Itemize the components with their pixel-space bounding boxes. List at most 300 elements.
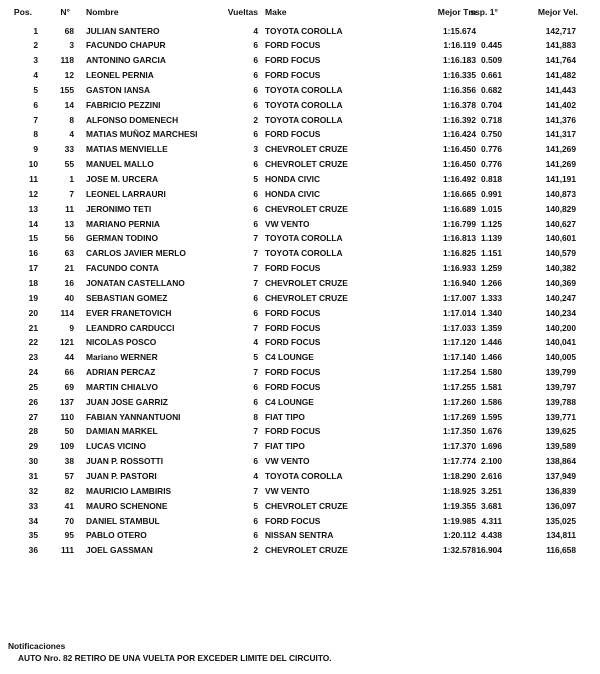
row-make: FORD FOCUS (265, 307, 321, 318)
row-make: VW VENTO (265, 485, 310, 496)
row-make: VW VENTO (265, 218, 310, 229)
table-row (0, 127, 600, 142)
row-best-speed: 140,005 (545, 352, 576, 363)
row-pos: 36 (28, 545, 38, 556)
row-laps: 5 (253, 174, 258, 184)
row-laps: 7 (253, 248, 258, 259)
row-best-speed: 139,797 (545, 381, 576, 392)
row-gap: 0.445 (481, 40, 502, 51)
row-best-speed: 140,382 (545, 263, 576, 274)
row-number: 21 (64, 263, 74, 274)
row-best-speed: 141,402 (545, 99, 576, 110)
row-best-time: 1:20.112 (443, 530, 476, 541)
row-pos: 25 (28, 381, 38, 392)
row-number: 55 (64, 159, 74, 170)
row-number: 8 (69, 114, 74, 125)
row-best-speed: 136,097 (545, 500, 576, 511)
row-number: 11 (65, 203, 74, 214)
row-best-time: 1:19.355 (442, 500, 476, 511)
row-pos: 18 (28, 277, 38, 288)
table-row (0, 113, 600, 128)
row-best-time: 1:18.925 (442, 485, 476, 496)
row-make: CHEVROLET CRUZE (265, 500, 348, 511)
row-number: 14 (64, 99, 74, 110)
row-best-time: 1:16.825 (442, 248, 476, 259)
row-best-time: 1:19.985 (442, 515, 476, 526)
row-name: JOEL GASSMAN (86, 545, 153, 556)
row-make: FORD FOCUS (265, 337, 321, 348)
row-make: TOYOTA COROLLA (265, 233, 343, 244)
row-laps: 6 (253, 218, 258, 229)
row-best-speed: 140,873 (545, 188, 576, 199)
row-best-time: 1:17.014 (442, 307, 476, 318)
notifications-title: Notificaciones (8, 641, 66, 651)
row-make: FORD FOCUS (265, 381, 321, 392)
row-pos: 30 (28, 456, 38, 467)
row-name: MARIANO PERNIA (86, 218, 160, 229)
row-laps: 6 (253, 159, 258, 170)
header-pos: Pos. (13, 7, 32, 17)
row-laps: 2 (253, 545, 258, 556)
row-pos: 24 (28, 367, 38, 378)
row-best-time: 1:16.392 (442, 114, 476, 125)
row-laps: 6 (253, 515, 258, 526)
row-pos: 23 (28, 352, 38, 363)
table-row (0, 217, 600, 232)
row-gap: 0.509 (481, 55, 502, 66)
row-best-time: 1:17.350 (442, 426, 476, 437)
row-gap: 1.125 (481, 218, 502, 229)
table-row (0, 380, 600, 395)
notifications-text: AUTO Nro. 82 RETIRO DE UNA VUELTA POR EXCEDER LIMITE DEL CIRCUITO. (18, 653, 332, 663)
row-laps: 6 (253, 292, 258, 303)
row-number: 40 (64, 292, 74, 303)
table-row (0, 83, 600, 98)
table-row (0, 187, 600, 202)
row-pos: 33 (28, 500, 38, 511)
table-row (0, 514, 600, 529)
row-best-speed: 140,369 (545, 277, 576, 288)
row-best-speed: 141,482 (545, 70, 576, 81)
row-laps: 8 (253, 411, 258, 422)
row-make: FIAT TIPO (265, 441, 305, 452)
row-laps: 6 (253, 203, 258, 214)
row-best-time: 1:17.007 (442, 292, 476, 303)
row-best-time: 1:16.424 (442, 129, 476, 140)
row-laps: 6 (253, 84, 258, 95)
row-pos: 19 (28, 292, 38, 303)
row-name: DAMIAN MARKEL (86, 426, 158, 437)
row-best-time: 1:17.370 (442, 441, 476, 452)
row-name: FACUNDO CHAPUR (86, 40, 166, 51)
row-gap: 0.776 (481, 144, 502, 155)
row-name: SEBASTIAN GOMEZ (86, 292, 168, 303)
row-laps: 6 (253, 129, 258, 140)
row-best-time: 1:15.674 (442, 25, 476, 36)
row-best-speed: 141,376 (545, 114, 576, 125)
row-laps: 5 (253, 352, 258, 363)
row-number: 70 (64, 515, 74, 526)
row-laps: 7 (253, 485, 258, 496)
table-row (0, 261, 600, 276)
row-make: FORD FOCUS (265, 515, 321, 526)
row-gap: 1.580 (481, 367, 502, 378)
row-make: FORD FOCUS (265, 367, 321, 378)
row-best-speed: 140,247 (545, 292, 576, 303)
row-pos: 1 (33, 25, 38, 36)
row-make: FORD FOCUS (265, 426, 321, 437)
row-number: 69 (64, 381, 74, 392)
row-best-speed: 134,811 (546, 530, 576, 541)
row-gap: 4.311 (481, 515, 502, 526)
row-name: LEONEL LARRAURI (86, 188, 166, 199)
row-pos: 17 (28, 263, 38, 274)
row-laps: 6 (253, 70, 258, 81)
row-number: 111 (60, 545, 74, 556)
row-number: 13 (64, 218, 74, 229)
row-best-speed: 136,839 (545, 485, 576, 496)
row-best-time: 1:17.254 (442, 367, 476, 378)
row-pos: 29 (28, 441, 38, 452)
row-name: FACUNDO CONTA (86, 263, 159, 274)
row-best-time: 1:17.260 (442, 396, 476, 407)
table-row (0, 172, 600, 187)
row-name: LEANDRO CARDUCCI (86, 322, 175, 333)
table-row (0, 335, 600, 350)
row-gap: 1.595 (481, 411, 502, 422)
row-number: 44 (64, 352, 74, 363)
row-make: HONDA CIVIC (265, 174, 321, 184)
row-make: CHEVROLET CRUZE (265, 144, 348, 155)
row-best-time: 1:17.774 (442, 456, 476, 467)
row-number: 16 (64, 277, 74, 288)
header-make: Make (265, 7, 287, 17)
row-best-time: 1:16.356 (442, 84, 476, 95)
row-name: MARTIN CHIALVO (86, 381, 158, 392)
row-pos: 9 (33, 144, 38, 155)
row-make: C4 LOUNGE (265, 352, 314, 363)
row-make: TOYOTA COROLLA (265, 471, 343, 481)
row-number: 1 (69, 174, 74, 184)
row-best-speed: 135,025 (545, 515, 576, 526)
table-row (0, 231, 600, 246)
table-row (0, 395, 600, 410)
row-pos: 8 (33, 129, 38, 140)
row-number: 63 (64, 248, 74, 259)
row-best-time: 1:16.450 (442, 144, 476, 155)
row-best-speed: 141,764 (545, 55, 576, 66)
row-name: FABIAN YANNANTUONI (86, 411, 181, 422)
row-number: 110 (60, 411, 74, 422)
table-row (0, 365, 600, 380)
row-make: HONDA CIVIC (265, 188, 321, 199)
row-best-speed: 139,625 (545, 426, 576, 437)
row-name: Mariano WERNER (86, 352, 158, 363)
row-laps: 7 (253, 277, 258, 288)
table-row (0, 142, 600, 157)
row-best-speed: 140,041 (545, 337, 576, 348)
row-best-time: 1:16.119 (443, 40, 476, 51)
table-row (0, 24, 600, 39)
row-pos: 35 (28, 530, 38, 541)
row-pos: 32 (28, 485, 38, 496)
row-name: MATIAS MUÑOZ MARCHESI (86, 129, 198, 140)
row-name: LEONEL PERNIA (86, 70, 154, 81)
row-name: JERONIMO TETI (86, 203, 152, 214)
row-laps: 7 (253, 233, 258, 244)
row-pos: 11 (29, 174, 38, 184)
row-gap: 1.359 (481, 322, 502, 333)
row-gap: 1.696 (481, 441, 502, 452)
row-name: GERMAN TODINO (86, 233, 158, 244)
row-best-speed: 138,864 (545, 456, 576, 467)
row-best-speed: 140,200 (545, 322, 576, 333)
row-best-speed: 116,658 (546, 545, 576, 556)
row-pos: 10 (28, 159, 38, 170)
row-name: NICOLAS POSCO (86, 337, 157, 348)
row-name: JONATAN CASTELLANO (86, 277, 185, 288)
row-best-speed: 141,317 (545, 129, 576, 140)
row-best-time: 1:16.492 (442, 174, 476, 184)
row-best-time: 1:17.120 (442, 337, 476, 348)
table-row (0, 321, 600, 336)
row-number: 9 (69, 322, 74, 333)
row-pos: 31 (28, 471, 38, 481)
row-pos: 15 (28, 233, 38, 244)
row-gap: 0.776 (481, 159, 502, 170)
row-pos: 7 (33, 114, 38, 125)
header-laps: Vueltas (227, 7, 258, 17)
row-best-time: 1:16.933 (442, 263, 476, 274)
row-make: TOYOTA COROLLA (265, 99, 343, 110)
row-gap: 1.266 (481, 277, 502, 288)
row-best-speed: 141,191 (545, 174, 576, 184)
row-gap: 1.333 (481, 292, 502, 303)
row-gap: 3.251 (481, 485, 502, 496)
row-number: 137 (60, 396, 74, 407)
table-row (0, 68, 600, 83)
row-name: FABRICIO PEZZINI (86, 99, 161, 110)
row-best-speed: 140,579 (545, 248, 576, 259)
row-best-time: 1:17.033 (442, 322, 476, 333)
row-laps: 6 (253, 307, 258, 318)
row-name: JUAN JOSE GARRIZ (86, 396, 168, 407)
row-gap: 0.818 (481, 174, 502, 184)
row-pos: 3 (33, 55, 38, 66)
row-best-speed: 139,589 (545, 441, 576, 452)
row-best-speed: 139,799 (545, 367, 576, 378)
header-name: Nombre (86, 7, 119, 17)
row-gap: 2.616 (481, 471, 502, 481)
table-row (0, 157, 600, 172)
table-row (0, 38, 600, 53)
row-gap: 1.015 (481, 203, 502, 214)
row-make: NISSAN SENTRA (265, 530, 334, 541)
row-best-speed: 140,601 (545, 233, 576, 244)
table-row (0, 53, 600, 68)
row-make: FORD FOCUS (265, 70, 321, 81)
row-gap: 1.676 (481, 426, 502, 437)
row-best-time: 1:17.255 (442, 381, 476, 392)
table-row (0, 543, 600, 558)
row-best-speed: 137,949 (545, 471, 576, 481)
row-laps: 4 (253, 471, 258, 481)
row-gap: 1.259 (481, 263, 502, 274)
table-row (0, 499, 600, 514)
row-name: PABLO OTERO (86, 530, 147, 541)
row-make: TOYOTA COROLLA (265, 25, 343, 36)
row-pos: 16 (28, 248, 38, 259)
row-make: TOYOTA COROLLA (265, 248, 343, 259)
row-name: ANTONINO GARCIA (86, 55, 166, 66)
row-best-time: 1:16.799 (442, 218, 476, 229)
row-best-time: 1:17.140 (442, 352, 476, 363)
row-best-time: 1:16.450 (442, 159, 476, 170)
row-name: JUAN P. ROSSOTTI (86, 456, 164, 467)
row-name: CARLOS JAVIER MERLO (86, 248, 186, 259)
row-number: 57 (64, 471, 74, 481)
row-best-speed: 139,771 (545, 411, 576, 422)
row-name: DANIEL STAMBUL (86, 515, 160, 526)
row-number: 3 (69, 40, 74, 51)
row-name: LUCAS VICINO (86, 441, 147, 452)
row-pos: 6 (33, 99, 38, 110)
row-make: FORD FOCUS (265, 322, 321, 333)
row-name: MAURO SCHENONE (86, 500, 168, 511)
row-best-time: 1:16.940 (442, 277, 476, 288)
row-gap: 1.340 (481, 307, 502, 318)
table-row (0, 439, 600, 454)
row-best-speed: 141,269 (545, 159, 576, 170)
table-row (0, 410, 600, 425)
row-laps: 6 (253, 530, 258, 541)
row-number: 41 (64, 500, 74, 511)
table-row (0, 98, 600, 113)
row-laps: 7 (253, 322, 258, 333)
row-number: 38 (64, 456, 74, 467)
row-name: MANUEL MALLO (86, 159, 154, 170)
row-pos: 2 (33, 40, 38, 51)
row-name: EVER FRANETOVICH (86, 307, 172, 318)
row-gap: 3.681 (481, 500, 502, 511)
row-gap: 1.151 (481, 248, 502, 259)
row-make: CHEVROLET CRUZE (265, 159, 348, 170)
table-row (0, 202, 600, 217)
row-laps: 6 (253, 40, 258, 51)
row-gap: 4.438 (481, 530, 502, 541)
row-laps: 6 (253, 55, 258, 66)
row-number: 4 (69, 129, 74, 140)
row-best-time: 1:16.665 (442, 188, 476, 199)
row-best-time: 1:32.578 (442, 545, 476, 556)
row-best-speed: 141,443 (545, 84, 576, 95)
header-best-speed: Mejor Vel. (537, 7, 578, 17)
row-number: 95 (64, 530, 74, 541)
row-laps: 6 (253, 188, 258, 199)
table-row (0, 276, 600, 291)
row-best-speed: 140,627 (545, 218, 576, 229)
row-pos: 26 (28, 396, 38, 407)
table-row (0, 246, 600, 261)
row-pos: 14 (28, 218, 38, 229)
row-gap: 1.586 (481, 396, 502, 407)
row-number: 7 (69, 188, 74, 199)
row-best-time: 1:16.813 (442, 233, 476, 244)
row-pos: 4 (33, 70, 38, 81)
row-number: 121 (60, 337, 74, 348)
row-number: 12 (64, 70, 74, 81)
table-row (0, 454, 600, 469)
row-laps: 7 (253, 367, 258, 378)
row-pos: 20 (28, 307, 38, 318)
table-row (0, 291, 600, 306)
row-pos: 28 (28, 426, 38, 437)
row-number: 114 (60, 307, 74, 318)
row-name: JUAN P. PASTORI (86, 471, 157, 481)
row-laps: 4 (253, 337, 258, 348)
row-name: JOSE M. URCERA (86, 174, 159, 184)
table-row (0, 528, 600, 543)
row-name: JULIAN SANTERO (86, 25, 160, 36)
row-name: ADRIAN PERCAZ (86, 367, 156, 378)
row-laps: 6 (253, 381, 258, 392)
notifications (8, 640, 332, 664)
row-laps: 7 (253, 263, 258, 274)
row-number: 118 (60, 55, 74, 66)
row-gap: 1.581 (481, 381, 502, 392)
row-laps: 5 (253, 500, 258, 511)
table-row (0, 424, 600, 439)
row-gap: 1.466 (481, 352, 502, 363)
row-pos: 27 (28, 411, 38, 422)
header-best-time: Mejor Tm (437, 7, 476, 17)
row-make: FORD FOCUS (265, 263, 321, 274)
row-make: C4 LOUNGE (265, 396, 314, 407)
row-name: MATIAS MENVIELLE (86, 144, 168, 155)
row-pos: 22 (28, 337, 38, 348)
row-number: 56 (64, 233, 74, 244)
row-best-time: 1:16.335 (442, 70, 476, 81)
row-best-speed: 142,717 (545, 25, 576, 36)
table-row (0, 350, 600, 365)
row-best-time: 1:16.689 (442, 203, 476, 214)
row-best-time: 1:17.269 (442, 411, 476, 422)
row-pos: 13 (28, 203, 38, 214)
row-number: 82 (64, 485, 74, 496)
row-best-time: 1:16.378 (442, 99, 476, 110)
row-make: FORD FOCUS (265, 40, 321, 51)
row-make: CHEVROLET CRUZE (265, 277, 348, 288)
row-best-speed: 139,788 (545, 396, 576, 407)
row-best-speed: 141,269 (545, 144, 576, 155)
row-gap: 1.139 (481, 233, 502, 244)
row-gap: 0.682 (481, 84, 502, 95)
row-make: TOYOTA COROLLA (265, 114, 343, 125)
row-number: 66 (64, 367, 74, 378)
row-gap: 0.718 (481, 114, 502, 125)
row-pos: 12 (28, 188, 38, 199)
row-best-speed: 140,829 (545, 203, 576, 214)
table-row (0, 469, 600, 484)
row-number: 155 (60, 84, 74, 95)
row-best-time: 1:16.183 (442, 55, 476, 66)
row-number: 33 (64, 144, 74, 155)
row-make: VW VENTO (265, 456, 310, 467)
row-gap: 0.704 (481, 99, 502, 110)
row-make: FORD FOCUS (265, 55, 321, 66)
row-name: ALFONSO DOMENECH (86, 114, 179, 125)
row-make: FORD FOCUS (265, 129, 321, 140)
